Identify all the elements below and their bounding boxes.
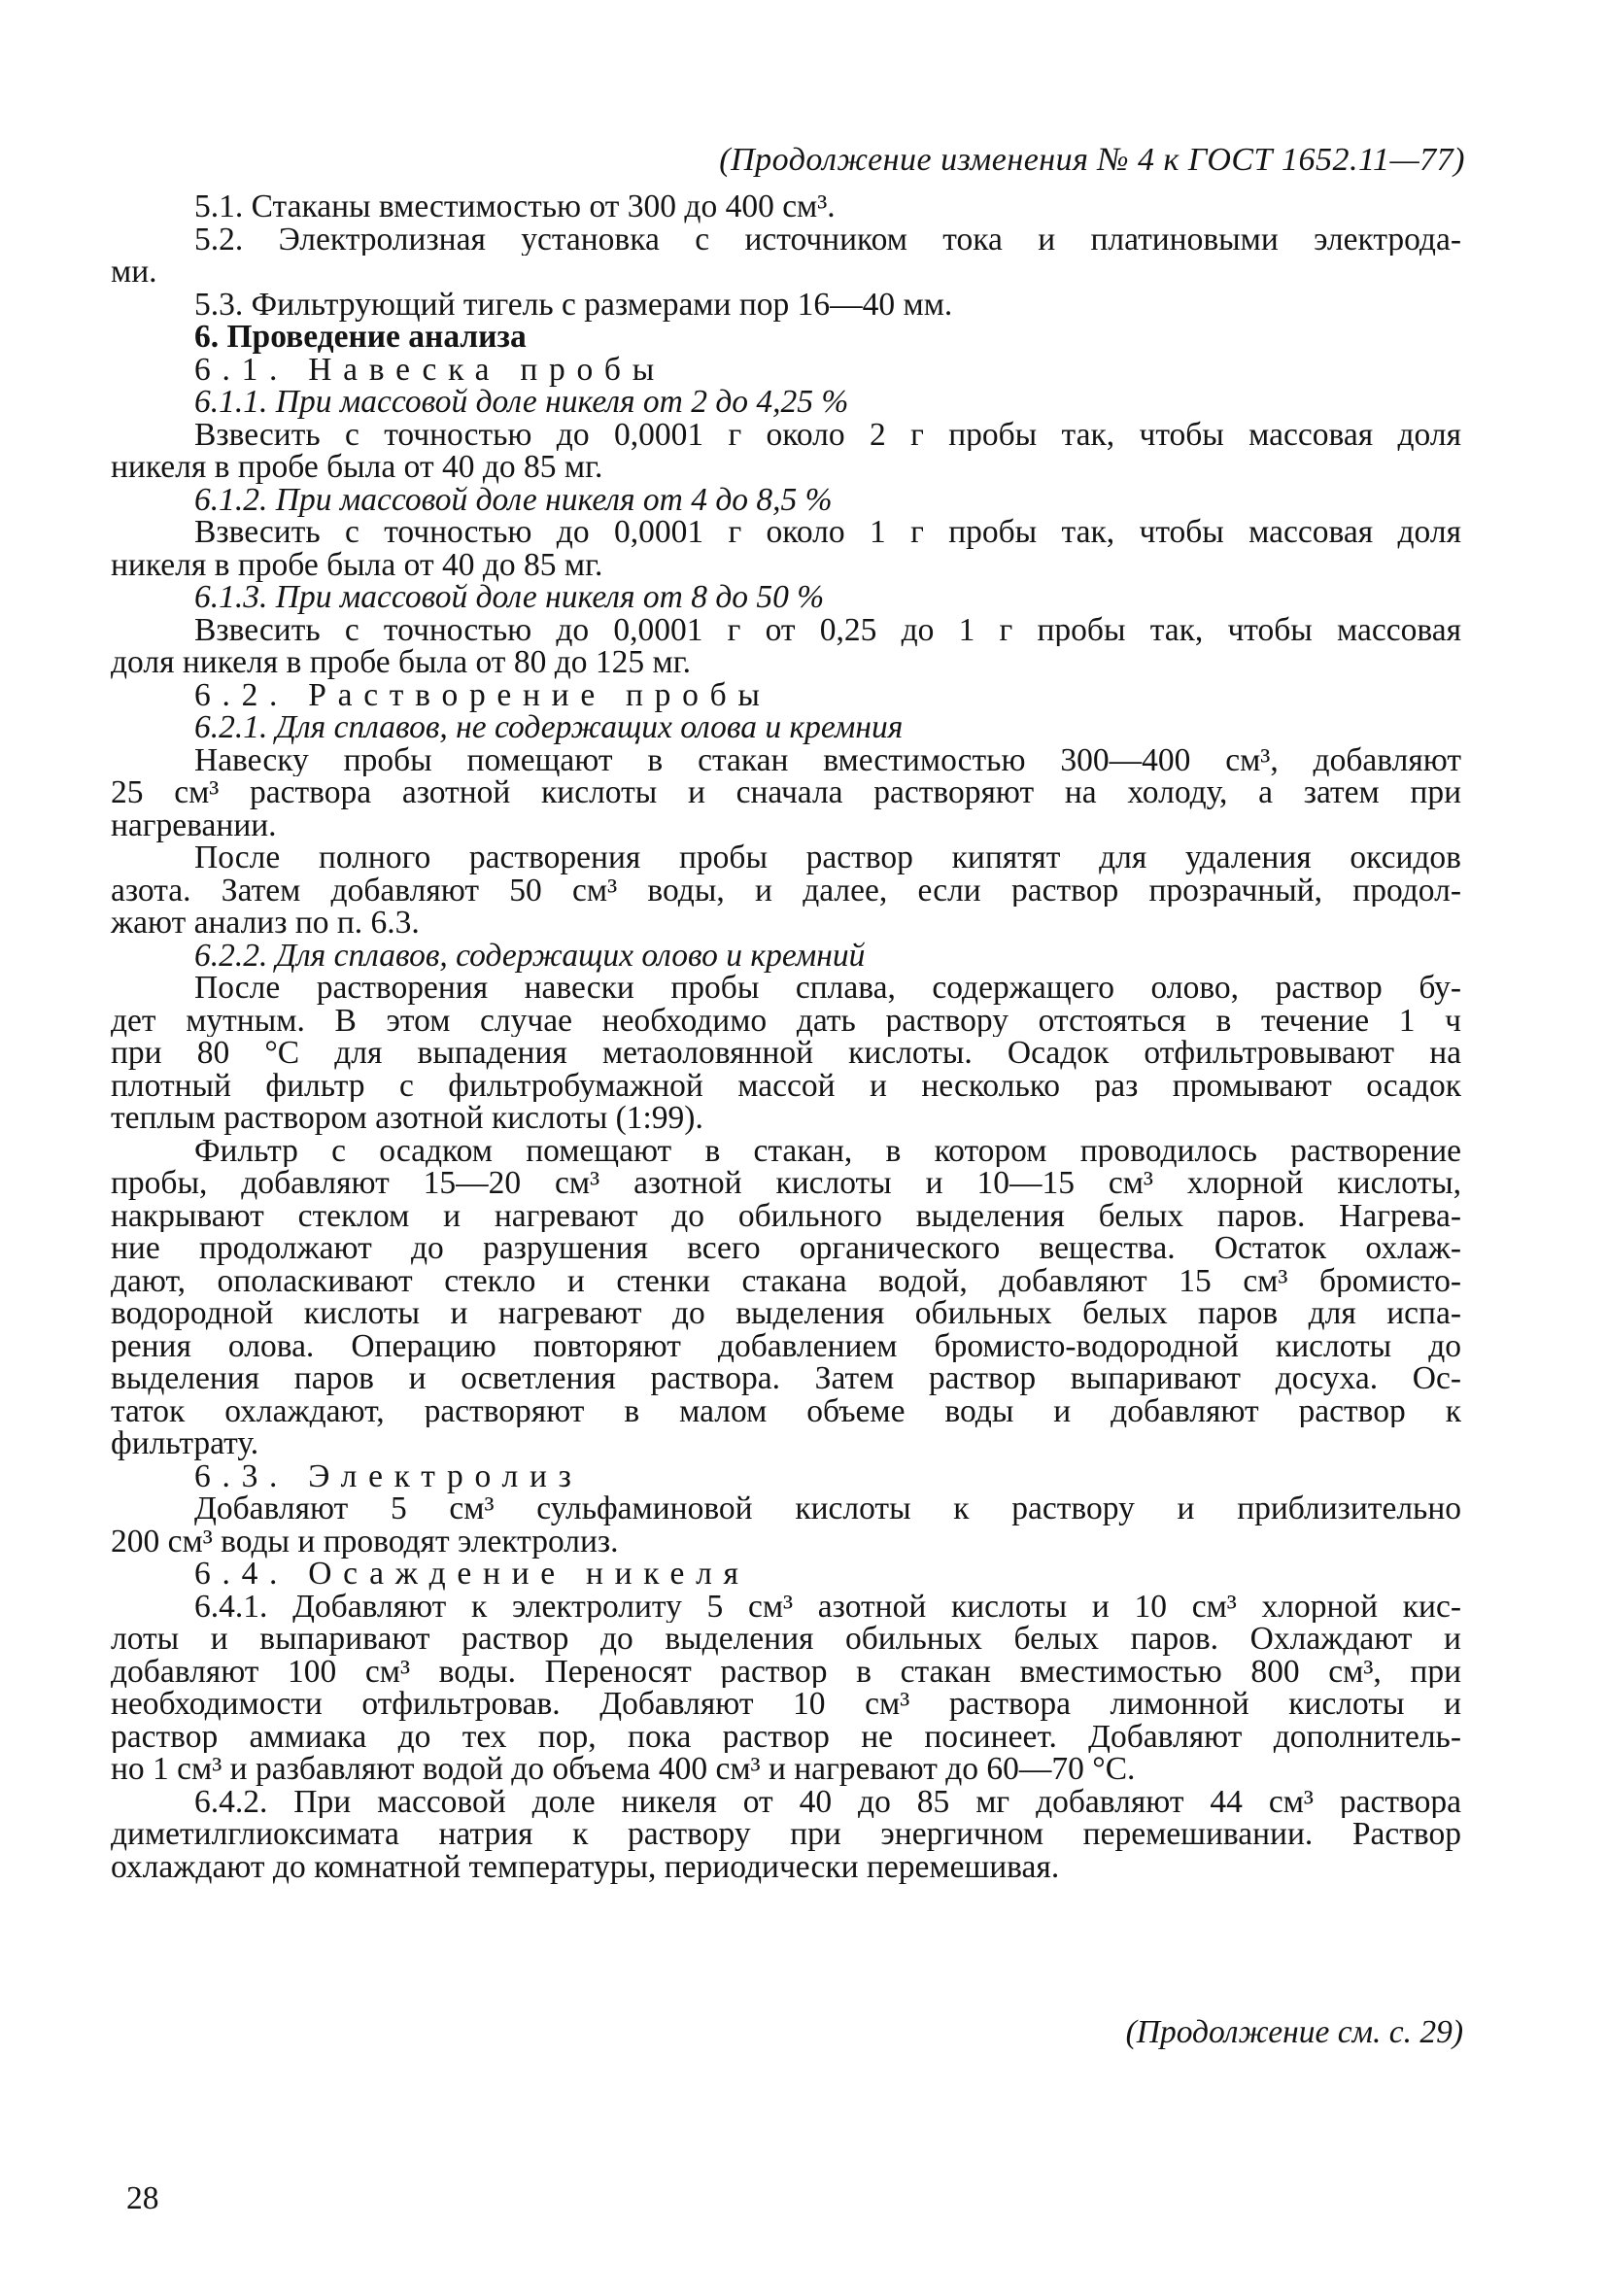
text-line: плотный фильтр с фильтробумажной массой и несколько раз промывают осадок	[111, 1069, 1461, 1102]
text-line: Навеску пробы помещают в стакан вместимостью 300—400 см³, добавляют	[194, 743, 1461, 776]
text-line: жают анализ по п. 6.3.	[111, 905, 420, 941]
text-line: фильтрату.	[111, 1425, 259, 1461]
text-line: выделения паров и осветления раствора. Затем раствор выпаривают досуха. Ос-	[111, 1362, 1461, 1395]
continuation-header: (Продолжение изменения № 4 к ГОСТ 1652.11—77)	[719, 142, 1465, 178]
text-line: доля никеля в пробе была от 80 до 125 мг.	[111, 644, 692, 680]
text-line: дают, ополаскивают стекло и стенки стакана водой, добавляют 15 см³ бромисто-	[111, 1264, 1461, 1297]
italic-heading: 6.1.3. При массовой доле никеля от 8 до 50 %	[194, 579, 825, 615]
italic-heading: 6.2.1. Для сплавов, не содержащих олова и кремния	[194, 709, 904, 745]
text-line: диметилглиоксимата натрия к раствору при энергичном перемешивании. Раствор	[111, 1818, 1461, 1851]
italic-heading: 6.1.2. При массовой доле никеля от 4 до 8,5 %	[194, 481, 833, 518]
text-line: водородной кислоты и нагревают до выделения обильных белых паров для испа-	[111, 1297, 1461, 1330]
text-line: никеля в пробе была от 40 до 85 мг.	[111, 546, 603, 583]
continuation-footer: (Продолжение см. с. 29)	[1125, 2014, 1463, 2050]
text-line: После полного растворения пробы раствор кипятят для удаления оксидов	[194, 841, 1461, 874]
text-line: дет мутным. В этом случае необходимо дать раствору отстояться в течение 1 ч	[111, 1004, 1461, 1037]
text-line: Взвесить с точностью до 0,0001 г около 2 г пробы так, чтобы массовая доля	[194, 418, 1461, 451]
body-text	[111, 190, 1461, 1883]
text-line: Добавляют 5 см³ сульфаминовой кислоты к раствору и приблизительно	[194, 1492, 1461, 1525]
text-line: 6.4.2. При массовой доле никеля от 40 до 85 мг добавляют 44 см³ раствора	[194, 1785, 1461, 1818]
text-line: при 80 °С для выпадения метаоловянной кислоты. Осадок отфильтровывают на	[111, 1037, 1461, 1070]
text-line: Фильтр с осадком помещают в стакан, в котором проводилось растворение	[194, 1134, 1461, 1167]
page-number: 28	[126, 2180, 159, 2216]
text-line: таток охлаждают, растворяют в малом объеме воды и добавляют раствор к	[111, 1394, 1461, 1427]
text-line: накрывают стеклом и нагревают до обильного выделения белых паров. Нагрева-	[111, 1199, 1461, 1232]
text-line: азота. Затем добавляют 50 см³ воды, и далее, если раствор прозрачный, продол-	[111, 874, 1461, 907]
text-line: 5.2. Электролизная установка с источником тока и платиновыми электрода-	[194, 223, 1461, 256]
subsection-heading: 6.4. Осаждение никеля	[194, 1556, 750, 1592]
italic-heading: 6.1.1. При массовой доле никеля от 2 до 4,25 %	[194, 384, 849, 420]
text-line: рения олова. Операцию повторяют добавлением бромисто-водородной кислоты до	[111, 1329, 1461, 1362]
text-line: раствор аммиака до тех пор, пока раствор не посинеет. Добавляют дополнитель-	[111, 1720, 1461, 1753]
text-line: ми.	[111, 254, 157, 290]
text-line: но 1 см³ и разбавляют водой до объема 400 см³ и нагревают до 60—70 °С.	[111, 1751, 1136, 1787]
text-line: 200 см³ воды и проводят электролиз.	[111, 1523, 619, 1559]
text-line: теплым раствором азотной кислоты (1:99).	[111, 1100, 703, 1136]
text-line: 6.4.1. Добавляют к электролиту 5 см³ азотной кислоты и 10 см³ хлорной кис-	[194, 1590, 1461, 1623]
text-line: охлаждают до комнатной температуры, периодически перемешивая.	[111, 1848, 1060, 1885]
text-line: 5.3. Фильтрующий тигель с размерами пор 16—40 мм.	[194, 286, 953, 323]
text-line: нагревании.	[111, 806, 277, 843]
text-line: никеля в пробе была от 40 до 85 мг.	[111, 449, 603, 485]
text-line: ние продолжают до разрушения всего органического вещества. Остаток охлаж-	[111, 1232, 1461, 1265]
text-line: 5.1. Стаканы вместимостью от 300 до 400 см³.	[194, 188, 836, 224]
text-line: Взвесить с точностью до 0,0001 г около 1 г пробы так, чтобы массовая доля	[194, 516, 1461, 549]
text-line: добавляют 100 см³ воды. Переносят раствор в стакан вместимостью 800 см³, при	[111, 1655, 1461, 1688]
text-line: лоты и выпаривают раствор до выделения обильных белых паров. Охлаждают и	[111, 1623, 1461, 1656]
section-heading: 6. Проведение анализа	[194, 319, 527, 355]
italic-heading: 6.2.2. Для сплавов, содержащих олово и кремний	[194, 937, 866, 974]
text-line: Взвесить с точностью до 0,0001 г от 0,25 до 1 г пробы так, чтобы массовая	[194, 613, 1461, 646]
text-line: необходимости отфильтровав. Добавляют 10 см³ раствора лимонной кислоты и	[111, 1688, 1461, 1721]
text-line: После растворения навески пробы сплава, содержащего олово, раствор бу-	[194, 972, 1461, 1005]
subsection-heading: 6.1. Навеска пробы	[194, 351, 666, 388]
subsection-heading: 6.2. Растворение пробы	[194, 676, 771, 713]
text-line: пробы, добавляют 15—20 см³ азотной кислоты и 10—15 см³ хлорной кислоты,	[111, 1167, 1461, 1200]
subsection-heading: 6.3. Электролиз	[194, 1457, 583, 1494]
text-line: 25 см³ раствора азотной кислоты и сначала растворяют на холоду, а затем при	[111, 776, 1461, 809]
